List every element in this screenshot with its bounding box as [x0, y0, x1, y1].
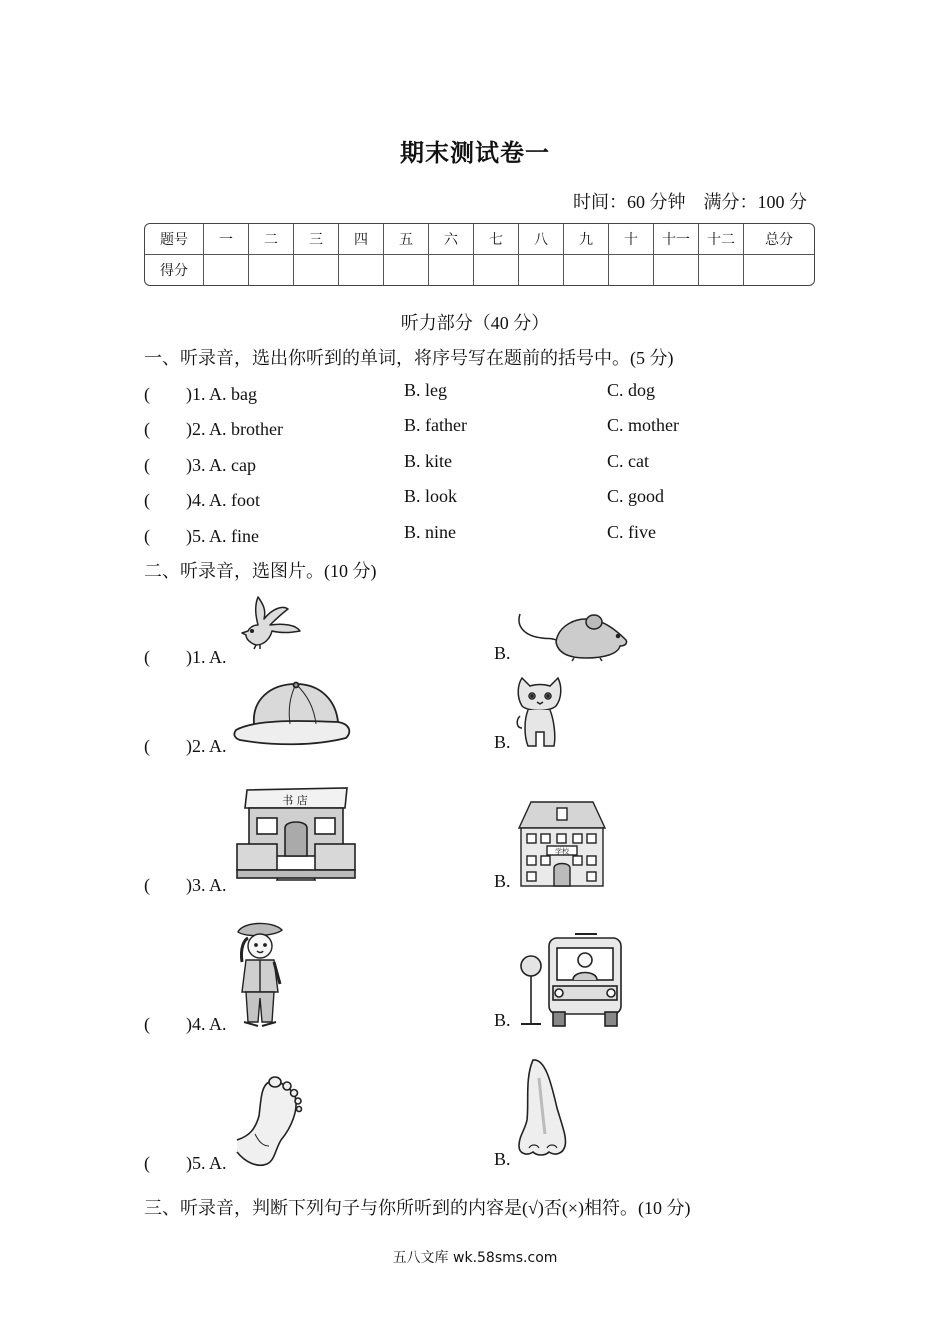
option-c: C. cat	[607, 451, 649, 471]
bookstore-sign: 书 店	[282, 794, 308, 807]
score-cell[interactable]	[249, 255, 294, 285]
score-header-cell: 六	[429, 224, 474, 255]
option-b: B. nine	[404, 522, 456, 542]
score-row-label: 得分	[145, 255, 204, 285]
score-header-cell: 总分	[744, 224, 814, 255]
exam-meta: 时间：60 分钟 满分：100 分	[573, 192, 807, 212]
score-header-cell: 一	[204, 224, 249, 255]
score-cell[interactable]	[519, 255, 564, 285]
picture-option-b-label: B.	[494, 1010, 511, 1030]
section2-instruction: 二、听录音，选图片。(10 分)	[144, 561, 377, 581]
cat-icon	[514, 676, 564, 750]
score-header-cell: 七	[474, 224, 519, 255]
score-cell[interactable]	[384, 255, 429, 285]
score-header-cell: 四	[339, 224, 384, 255]
option-c: C. good	[607, 486, 665, 506]
question-number-option-a: ( )5. A. fine	[144, 526, 259, 546]
score-table	[144, 223, 815, 286]
score-cell[interactable]	[339, 255, 384, 285]
bookstore-icon	[235, 784, 357, 888]
picture-option-b-label: B.	[494, 871, 511, 891]
option-c: C. mother	[607, 415, 679, 435]
section3-instruction: 三、听录音，判断下列句子与你所听到的内容是(√)否(×)相符。(10 分)	[144, 1198, 691, 1218]
school-sign: 学校	[555, 847, 569, 856]
option-b: B. kite	[404, 451, 452, 471]
section1-instruction: 一、听录音，选出你听到的单词，将序号写在题前的括号中。(5 分)	[144, 348, 674, 368]
bird-icon	[240, 595, 302, 650]
picture-question-label: ( )5. A.	[144, 1153, 227, 1173]
score-header-cell: 十一	[654, 224, 699, 255]
score-cell[interactable]	[294, 255, 339, 285]
score-cell[interactable]	[744, 255, 814, 285]
question-number-option-a: ( )3. A. cap	[144, 455, 256, 475]
score-cell[interactable]	[699, 255, 744, 285]
option-c: C. dog	[607, 380, 656, 400]
school-icon	[517, 800, 607, 888]
foot-icon	[235, 1076, 303, 1168]
score-header-cell: 三	[294, 224, 339, 255]
option-c: C. five	[607, 522, 656, 542]
score-table-score-row	[145, 255, 814, 285]
picture-question-label: ( )4. A.	[144, 1014, 227, 1034]
score-cell[interactable]	[204, 255, 249, 285]
option-b: B. look	[404, 486, 458, 506]
police-officer-icon	[232, 918, 286, 1028]
score-header-cell: 九	[564, 224, 609, 255]
footer-watermark: 五八文库 wk.58sms.com	[392, 1250, 558, 1266]
score-cell[interactable]	[429, 255, 474, 285]
score-table-header-row	[145, 224, 814, 255]
nose-icon	[517, 1058, 569, 1160]
picture-option-b-label: B.	[494, 643, 511, 663]
picture-question-label: ( )3. A.	[144, 875, 227, 895]
question-number-option-a: ( )4. A. foot	[144, 490, 260, 510]
question-number-option-a: ( )1. A. bag	[144, 384, 257, 404]
page-title: 期末测试卷一	[400, 139, 550, 167]
score-header-cell: 题号	[145, 224, 204, 255]
score-cell[interactable]	[609, 255, 654, 285]
picture-question-label: ( )2. A.	[144, 736, 227, 756]
cap-icon	[234, 680, 354, 752]
score-cell[interactable]	[564, 255, 609, 285]
score-cell[interactable]	[474, 255, 519, 285]
option-b: B. leg	[404, 380, 447, 400]
question-number-option-a: ( )2. A. brother	[144, 419, 283, 439]
bus-driver-icon	[517, 932, 625, 1028]
picture-question-label: ( )1. A.	[144, 647, 227, 667]
picture-option-b-label: B.	[494, 1149, 511, 1169]
score-header-cell: 八	[519, 224, 564, 255]
listening-header: 听力部分（40 分）	[400, 313, 550, 333]
score-header-cell: 五	[384, 224, 429, 255]
picture-option-b-label: B.	[494, 732, 511, 752]
mouse-icon	[514, 606, 632, 662]
score-cell[interactable]	[654, 255, 699, 285]
option-b: B. father	[404, 415, 467, 435]
score-header-cell: 二	[249, 224, 294, 255]
score-header-cell: 十	[609, 224, 654, 255]
score-header-cell: 十二	[699, 224, 744, 255]
